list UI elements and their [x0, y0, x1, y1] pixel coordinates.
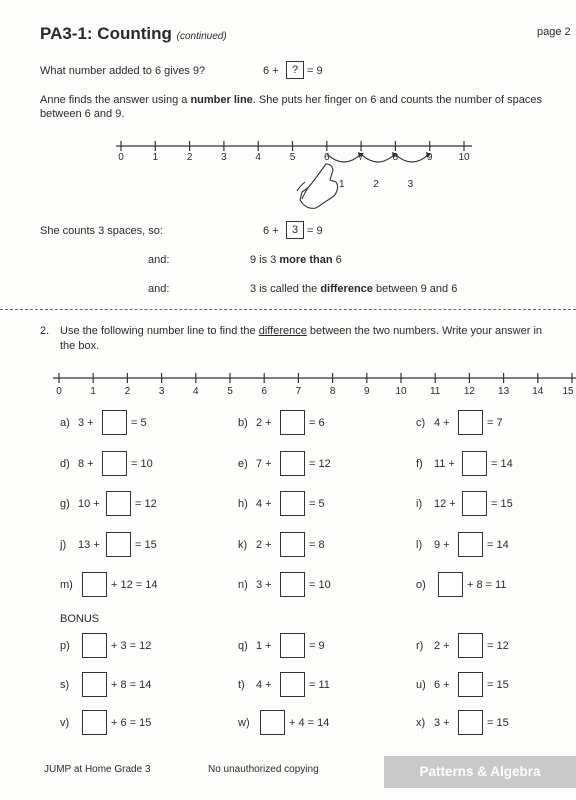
answer-box[interactable]: [260, 710, 285, 735]
problem-label: u): [416, 678, 426, 691]
intro-tick-label: 4: [255, 152, 261, 163]
problem-result: = 12: [487, 640, 509, 652]
problem-label: f): [416, 457, 423, 470]
intro-tick-label: 9: [426, 152, 433, 163]
q2-instruction-line2: the box.: [60, 340, 100, 352]
problem-label: h): [238, 498, 248, 510]
problem-result: = 14: [491, 457, 513, 470]
answer-box[interactable]: [458, 633, 483, 658]
problem-addend: 9 +: [434, 538, 450, 551]
problem-result: = 5: [131, 417, 147, 429]
problem-result: = 10: [131, 457, 153, 470]
q2-tick-label: 15: [562, 386, 574, 397]
explain-eq-right: = 9: [307, 225, 323, 237]
answer-box[interactable]: [82, 572, 107, 597]
hop-count-label: 1: [339, 179, 345, 190]
intro-tick-label: 6: [324, 152, 330, 163]
problem-label: s): [60, 678, 70, 691]
difference-statement: 3 is called the difference between 9 and 6: [250, 283, 458, 295]
footer-left: JUMP at Home Grade 3: [44, 764, 151, 775]
hop-count-label: 2: [373, 179, 379, 190]
problem-label: m): [60, 579, 73, 591]
problem-result: = 11: [309, 678, 330, 691]
problem-label: t): [238, 678, 245, 691]
title-note: (continued): [176, 31, 227, 42]
problem-addend: 3 +: [434, 717, 450, 729]
q2-tick-label: 1: [90, 386, 96, 397]
intro-answer-box: ?: [286, 61, 304, 79]
answer-box[interactable]: [458, 672, 483, 697]
problem-result: + 8 = 11: [467, 579, 507, 591]
problem-label: d): [60, 457, 70, 470]
q2-tick-label: 6: [261, 386, 267, 397]
problem-result: = 10: [309, 579, 331, 591]
answer-box[interactable]: [458, 410, 483, 435]
problem-result: = 15: [487, 717, 509, 729]
intro-tick-label: 0: [118, 152, 124, 163]
answer-box[interactable]: [458, 532, 483, 557]
problem-label: j): [60, 538, 67, 551]
problem-label: q): [238, 640, 248, 652]
answer-box[interactable]: [102, 451, 127, 476]
answer-box[interactable]: [438, 572, 463, 597]
footer-band: [384, 756, 576, 788]
answer-box[interactable]: [462, 451, 487, 476]
q2-tick-label: 9: [364, 386, 370, 397]
q2-tick-label: 3: [158, 386, 165, 397]
problem-result: + 3 = 12: [111, 640, 152, 652]
answer-box[interactable]: [462, 491, 487, 516]
problem-addend: 3 +: [78, 417, 94, 429]
q2-tick-label: 4: [193, 386, 199, 397]
problem-label: k): [238, 538, 248, 551]
answer-box[interactable]: [280, 532, 305, 557]
explain-eq-left: 6 +: [263, 225, 279, 237]
intro-tick-label: 7: [358, 152, 364, 163]
intro-tick-label: 2: [186, 152, 193, 163]
problem-label: w): [238, 717, 250, 729]
bonus-heading: BONUS: [60, 613, 100, 625]
problem-addend: 4 +: [434, 417, 450, 429]
problem-label: r): [416, 640, 424, 652]
intro-eq-right: = 9: [307, 65, 323, 77]
q2-tick-label: 11: [429, 386, 441, 397]
problem-addend: 2 +: [434, 640, 450, 652]
problem-addend: 4 +: [256, 678, 272, 691]
problem-addend: 11 +: [434, 457, 455, 470]
problem-label: i): [416, 498, 423, 510]
answer-box[interactable]: [102, 410, 127, 435]
intro-eq-left: 6 +: [263, 65, 279, 77]
answer-box[interactable]: [82, 672, 107, 697]
section-divider: [0, 309, 576, 310]
problem-label: e): [238, 457, 248, 470]
answer-box[interactable]: [280, 451, 305, 476]
problem-result: = 12: [135, 498, 157, 510]
problem-result: = 9: [309, 640, 325, 652]
q2-tick-label: 5: [227, 386, 233, 397]
problem-addend: 3 +: [256, 579, 272, 591]
problem-result: + 6 = 15: [111, 717, 152, 729]
q2-tick-label: 0: [56, 386, 62, 397]
q2-tick-label: 2: [124, 386, 131, 397]
q2-tick-label: 8: [329, 386, 336, 397]
problem-result: + 4 = 14: [289, 717, 330, 729]
answer-box[interactable]: [280, 672, 305, 697]
problem-addend: 1 +: [256, 640, 272, 652]
footer-middle: No unauthorized copying: [208, 764, 319, 775]
problem-label: o): [416, 579, 426, 591]
answer-box[interactable]: [280, 491, 305, 516]
hop-count-label: 3: [407, 179, 414, 190]
page-number: page 2: [537, 26, 571, 38]
page-title: PA3-1: Counting (continued): [40, 24, 227, 43]
intro-tick-label: 8: [392, 152, 399, 163]
problem-result: = 7: [487, 417, 503, 429]
problem-label: g): [60, 498, 70, 510]
answer-box[interactable]: [280, 410, 305, 435]
problem-addend: 2 +: [256, 417, 272, 429]
problem-addend: 6 +: [434, 678, 450, 691]
explain-answer-box: 3: [286, 221, 304, 239]
problem-label: a): [60, 417, 70, 429]
problem-result: = 15: [487, 678, 509, 691]
problem-label: l): [416, 538, 423, 551]
intro-tick-label: 1: [152, 152, 159, 163]
problem-result: + 12 = 14: [111, 579, 158, 591]
q2-number-line: [0, 371, 576, 385]
problem-result: = 14: [487, 538, 509, 551]
and-label-2: and:: [148, 283, 170, 295]
answer-box[interactable]: [82, 633, 107, 658]
problem-result: = 5: [309, 498, 325, 510]
problem-result: = 6: [309, 417, 325, 429]
problem-result: = 15: [135, 538, 157, 551]
problem-addend: 2 +: [256, 538, 272, 551]
q2-tick-label: 14: [532, 386, 544, 397]
problem-label: c): [416, 417, 426, 429]
intro-tick-label: 5: [289, 152, 296, 163]
she-counts-text: She counts 3 spaces, so:: [40, 225, 163, 237]
intro-tick-label: 10: [458, 152, 470, 163]
q2-instruction-line1: Use the following number line to find the difference between the two numbers. Write your answer in: [60, 325, 543, 337]
q2-tick-label: 7: [295, 386, 302, 397]
problem-label: v): [60, 717, 70, 729]
and-label-1: and:: [148, 254, 170, 266]
answer-box[interactable]: [280, 572, 305, 597]
problem-result: = 15: [491, 498, 513, 510]
problem-addend: 10 +: [78, 498, 100, 510]
problem-addend: 4 +: [256, 498, 272, 510]
problem-addend: 7 +: [256, 457, 272, 470]
answer-box[interactable]: [106, 491, 131, 516]
problem-addend: 12 +: [434, 498, 456, 510]
intro-question: What number added to 6 gives 9?: [40, 65, 206, 77]
problem-label: x): [416, 717, 426, 729]
q2-number: 2.: [40, 325, 50, 337]
problem-label: n): [238, 579, 248, 591]
problem-result: = 12: [309, 457, 331, 470]
answer-box[interactable]: [106, 532, 131, 557]
q2-tick-label: 13: [498, 386, 510, 397]
problem-addend: 8 +: [78, 457, 94, 470]
problem-addend: 13 +: [78, 538, 100, 551]
problem-result: + 8 = 14: [111, 678, 152, 691]
pointing-hand-icon: [297, 164, 338, 208]
problem-result: = 8: [309, 538, 325, 551]
answer-box[interactable]: [82, 710, 107, 735]
problem-label: p): [60, 640, 70, 652]
answer-box[interactable]: [280, 633, 305, 658]
q2-tick-label: 10: [395, 386, 407, 397]
more-than-statement: 9 is 3 more than 6: [250, 254, 342, 266]
intro-tick-label: 3: [221, 152, 227, 163]
answer-box[interactable]: [458, 710, 483, 735]
footer-band-label: Patterns & Algebra: [419, 764, 541, 779]
problem-label: b): [238, 417, 248, 429]
intro-paragraph-line2: between 6 and 9.: [40, 108, 125, 120]
q2-tick-label: 12: [463, 386, 475, 397]
intro-number-line: [0, 134, 576, 214]
intro-paragraph-line1: Anne finds the answer using a number line. She puts her finger on 6 and counts the number of spaces: [40, 94, 543, 106]
